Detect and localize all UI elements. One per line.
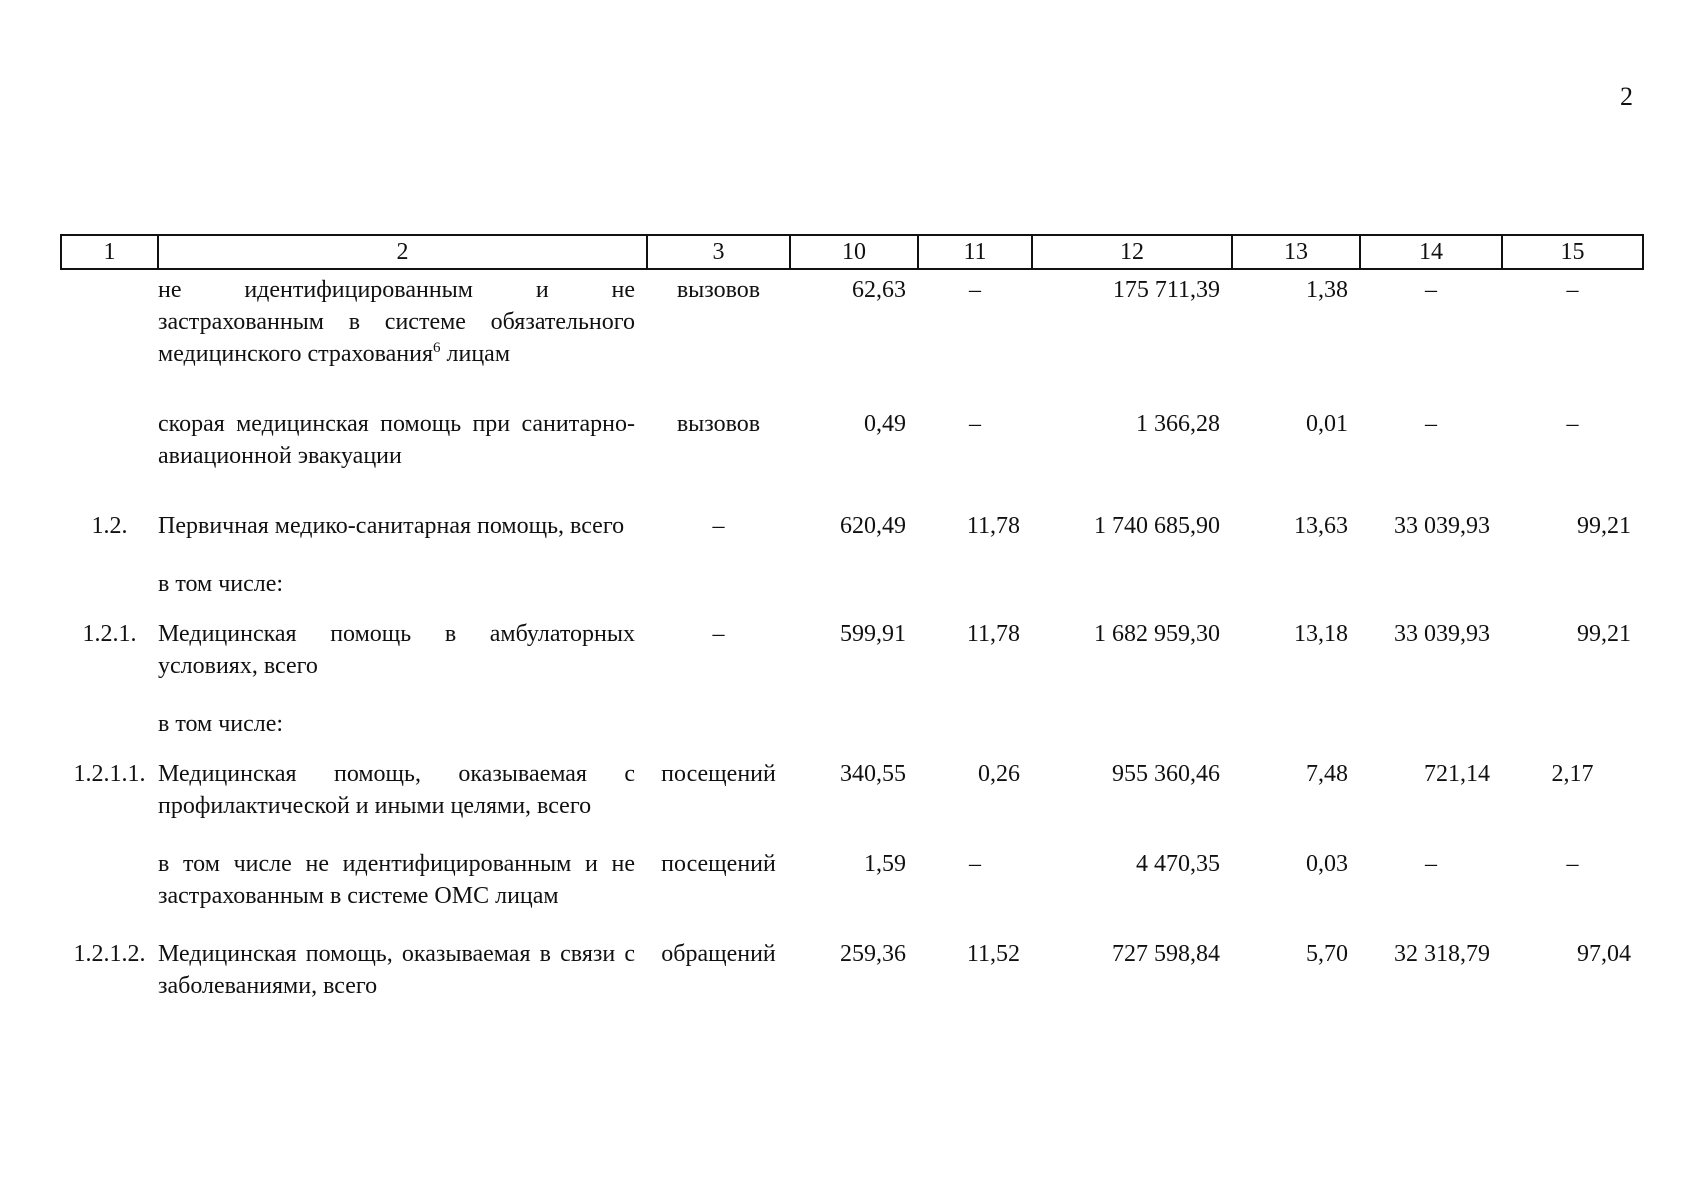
cell-col-12 bbox=[1032, 564, 1232, 614]
cell-col-14: 721,14 bbox=[1424, 761, 1490, 787]
cell-col-14 bbox=[1360, 564, 1502, 614]
row-name: Медицинская помощь в амбулаторных условиях, всего bbox=[158, 621, 635, 679]
row-number: 1.2.1.1. bbox=[73, 761, 146, 787]
table-row bbox=[61, 844, 1643, 934]
row-number: 1.2.1. bbox=[82, 621, 137, 647]
row-unit bbox=[647, 564, 790, 614]
cell-col-14: 32 318,79 bbox=[1394, 941, 1490, 967]
cell-col-14: – bbox=[1425, 851, 1437, 877]
cell-col-10: 1,59 bbox=[864, 851, 906, 877]
row-number bbox=[61, 269, 158, 404]
cell-col-15: 99,21 bbox=[1577, 621, 1631, 647]
row-number bbox=[61, 704, 158, 754]
cell-col-15: – bbox=[1566, 851, 1579, 877]
cell-col-10 bbox=[790, 704, 918, 754]
cell-col-11: – bbox=[969, 277, 981, 303]
footnote-marker: 6 bbox=[433, 340, 441, 356]
row-name-tail: лицам bbox=[440, 341, 511, 367]
cell-col-13 bbox=[1232, 704, 1360, 754]
cell-col-11: – bbox=[969, 411, 981, 437]
cell-col-14: 33 039,93 bbox=[1394, 513, 1490, 539]
row-name: Медицинская помощь, оказываемая в связи с заболеваниями, всего bbox=[158, 941, 635, 999]
table-row bbox=[61, 564, 1643, 614]
table-row bbox=[61, 934, 1643, 1002]
row-unit bbox=[647, 704, 790, 754]
row-number bbox=[61, 844, 158, 934]
table-row bbox=[61, 506, 1643, 564]
col-header-12: 12 bbox=[1032, 235, 1232, 269]
col-header-10: 10 bbox=[790, 235, 918, 269]
cell-col-11: 11,78 bbox=[966, 621, 1020, 647]
data-table bbox=[60, 234, 1644, 1002]
table-row bbox=[61, 269, 1643, 404]
cell-col-13 bbox=[1232, 564, 1360, 614]
row-unit: посещений bbox=[661, 761, 776, 787]
cell-col-13: 7,48 bbox=[1306, 761, 1348, 787]
cell-col-13: 5,70 bbox=[1306, 941, 1348, 967]
row-unit: вызовов bbox=[676, 277, 761, 303]
cell-col-13: 13,18 bbox=[1294, 621, 1348, 647]
cell-col-12: 1 366,28 bbox=[1136, 411, 1220, 437]
cell-col-15 bbox=[1502, 564, 1643, 614]
header-row bbox=[61, 235, 1643, 269]
cell-col-11: – bbox=[969, 851, 981, 877]
row-name: Медицинская помощь, оказываемая с профилактической и иными целями, всего bbox=[158, 761, 635, 819]
row-name-text: не идентифицированным и не застрахованным в системе обязательного медицинского страхования bbox=[158, 277, 635, 367]
cell-col-12: 1 740 685,90 bbox=[1094, 513, 1220, 539]
col-header-3: 3 bbox=[647, 235, 790, 269]
row-unit: посещений bbox=[661, 851, 776, 877]
row-unit: – bbox=[712, 513, 725, 539]
row-number bbox=[61, 564, 158, 614]
cell-col-11: 0,26 bbox=[978, 761, 1020, 787]
cell-col-11 bbox=[918, 704, 1032, 754]
row-number: 1.2.1.2. bbox=[73, 941, 146, 967]
cell-col-14: – bbox=[1425, 277, 1437, 303]
col-header-14: 14 bbox=[1360, 235, 1502, 269]
col-header-1: 1 bbox=[61, 235, 158, 269]
table-row bbox=[61, 704, 1643, 754]
cell-col-12: 1 682 959,30 bbox=[1094, 621, 1220, 647]
cell-col-11 bbox=[918, 564, 1032, 614]
cell-col-10: 259,36 bbox=[840, 941, 906, 967]
row-unit: обращений bbox=[661, 941, 776, 967]
cell-col-14 bbox=[1360, 704, 1502, 754]
table-row bbox=[61, 614, 1643, 704]
row-name: в том числе не идентифицированным и не застрахованным в системе ОМС лицам bbox=[158, 851, 635, 909]
row-name: в том числе: bbox=[158, 711, 284, 737]
cell-col-11: 11,78 bbox=[966, 513, 1020, 539]
page-number: 2 bbox=[1620, 82, 1633, 111]
row-name: скорая медицинская помощь при санитарно-авиационной эвакуации bbox=[158, 411, 635, 469]
cell-col-12 bbox=[1032, 704, 1232, 754]
cell-col-15: – bbox=[1566, 277, 1579, 303]
cell-col-12: 4 470,35 bbox=[1136, 851, 1220, 877]
cell-col-11: 11,52 bbox=[966, 941, 1020, 967]
table-row bbox=[61, 754, 1643, 844]
row-unit: вызовов bbox=[676, 411, 761, 437]
col-header-15: 15 bbox=[1502, 235, 1643, 269]
col-header-11: 11 bbox=[918, 235, 1032, 269]
table-row bbox=[61, 404, 1643, 506]
cell-col-13: 0,03 bbox=[1306, 851, 1348, 877]
row-unit: – bbox=[712, 621, 725, 647]
cell-col-12: 727 598,84 bbox=[1112, 941, 1220, 967]
cell-col-10: 620,49 bbox=[840, 513, 906, 539]
cell-col-13: 1,38 bbox=[1306, 277, 1348, 303]
cell-col-15: 97,04 bbox=[1577, 941, 1631, 967]
cell-col-10: 62,63 bbox=[852, 277, 906, 303]
cell-col-10: 0,49 bbox=[864, 411, 906, 437]
cell-col-13: 0,01 bbox=[1306, 411, 1348, 437]
col-header-13: 13 bbox=[1232, 235, 1360, 269]
row-name: Первичная медико-санитарная помощь, всего bbox=[158, 513, 625, 539]
cell-col-14: 33 039,93 bbox=[1394, 621, 1490, 647]
cell-col-10 bbox=[790, 564, 918, 614]
cell-col-15: 99,21 bbox=[1577, 513, 1631, 539]
cell-col-12: 955 360,46 bbox=[1112, 761, 1220, 787]
row-number bbox=[61, 404, 158, 506]
row-number: 1.2. bbox=[91, 513, 128, 539]
cell-col-10: 599,91 bbox=[840, 621, 906, 647]
cell-col-10: 340,55 bbox=[840, 761, 906, 787]
row-name bbox=[158, 269, 647, 404]
col-header-2: 2 bbox=[158, 235, 647, 269]
row-name: в том числе: bbox=[158, 571, 284, 597]
cell-col-15 bbox=[1502, 704, 1643, 754]
cell-col-15: – bbox=[1566, 411, 1579, 437]
cell-col-15: 2,17 bbox=[1551, 761, 1594, 787]
cell-col-12: 175 711,39 bbox=[1112, 277, 1220, 303]
cell-col-14: – bbox=[1425, 411, 1437, 437]
cell-col-13: 13,63 bbox=[1294, 513, 1348, 539]
